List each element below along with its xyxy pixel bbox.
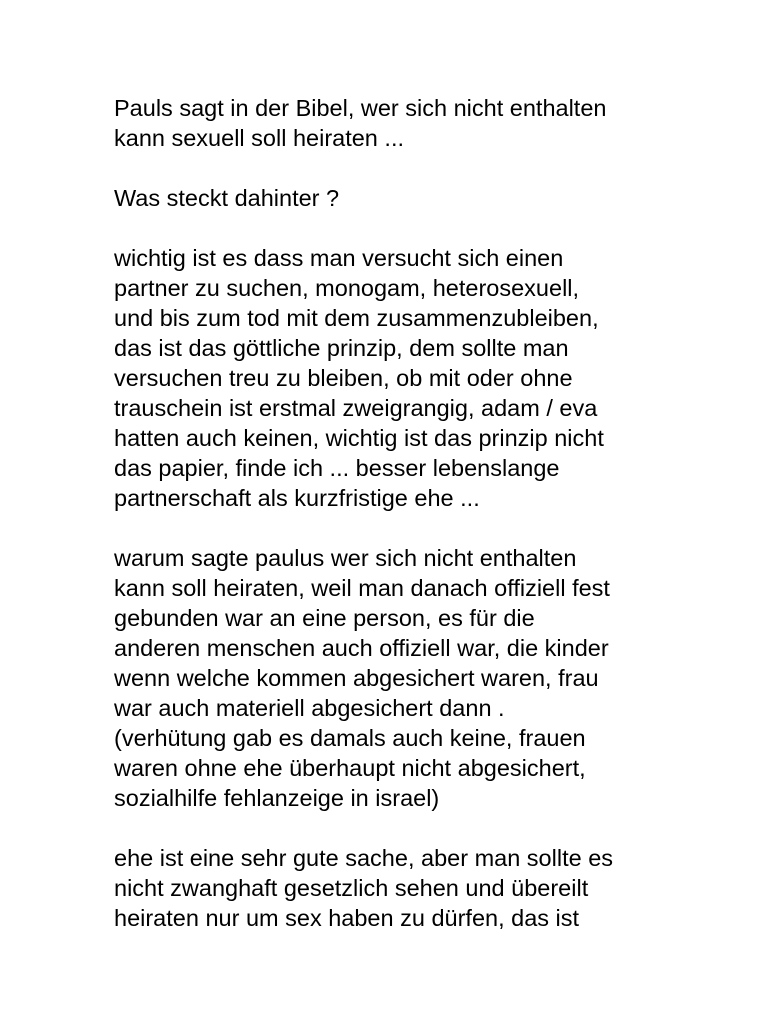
text-line: versuchen treu zu bleiben, ob mit oder ohne [114,365,573,391]
text-line: warum sagte paulus wer sich nicht enthalten [114,545,577,571]
text-line: gebunden war an eine person, es für die [114,605,535,631]
text-line: wichtig ist es dass man versucht sich einen [114,245,564,271]
text-line: sozialhilfe fehlanzeige in israel) [114,785,440,811]
text-line: partner zu suchen, monogam, heterosexuell, [114,275,580,301]
paragraph-gap [114,153,674,183]
paragraph-ehe [114,843,674,933]
paragraph-question [114,183,674,213]
text-line: das ist das göttliche prinzip, dem sollte man [114,335,569,361]
text-line: nicht zwanghaft gesetzlich sehen und übereilt [114,875,589,901]
text-line: ehe ist eine sehr gute sache, aber man sollte es [114,845,614,871]
document-body [114,93,674,933]
paragraph-paulus [114,543,674,813]
text-line: wenn welche kommen abgesichert waren, frau [114,665,599,691]
text-line: anderen menschen auch offiziell war, die kinder [114,635,609,661]
text-line: hatten auch keinen, wichtig ist das prinzip nicht [114,425,604,451]
text-line: war auch materiell abgesichert dann . [114,695,505,721]
text-line: (verhütung gab es damals auch keine, frauen [114,725,586,751]
paragraph-gap [114,513,674,543]
text-line: und bis zum tod mit dem zusammenzubleiben, [114,305,599,331]
text-line: partnerschaft als kurzfristige ehe ... [114,485,480,511]
text-line: Pauls sagt in der Bibel, wer sich nicht enthalten [114,95,607,121]
paragraph-gap [114,813,674,843]
text-line: kann sexuell soll heiraten ... [114,125,404,151]
text-line: waren ohne ehe überhaupt nicht abgesichert, [114,755,586,781]
paragraph-principle [114,243,674,513]
text-line: Was steckt dahinter ? [114,185,340,211]
paragraph-gap [114,213,674,243]
text-line: kann soll heiraten, weil man danach offiziell fest [114,575,610,601]
text-line: heiraten nur um sex haben zu dürfen, das ist [114,905,580,931]
text-line: das papier, finde ich ... besser lebenslange [114,455,560,481]
text-line: trauschein ist erstmal zweigrangig, adam / eva [114,395,598,421]
paragraph-intro [114,93,674,153]
